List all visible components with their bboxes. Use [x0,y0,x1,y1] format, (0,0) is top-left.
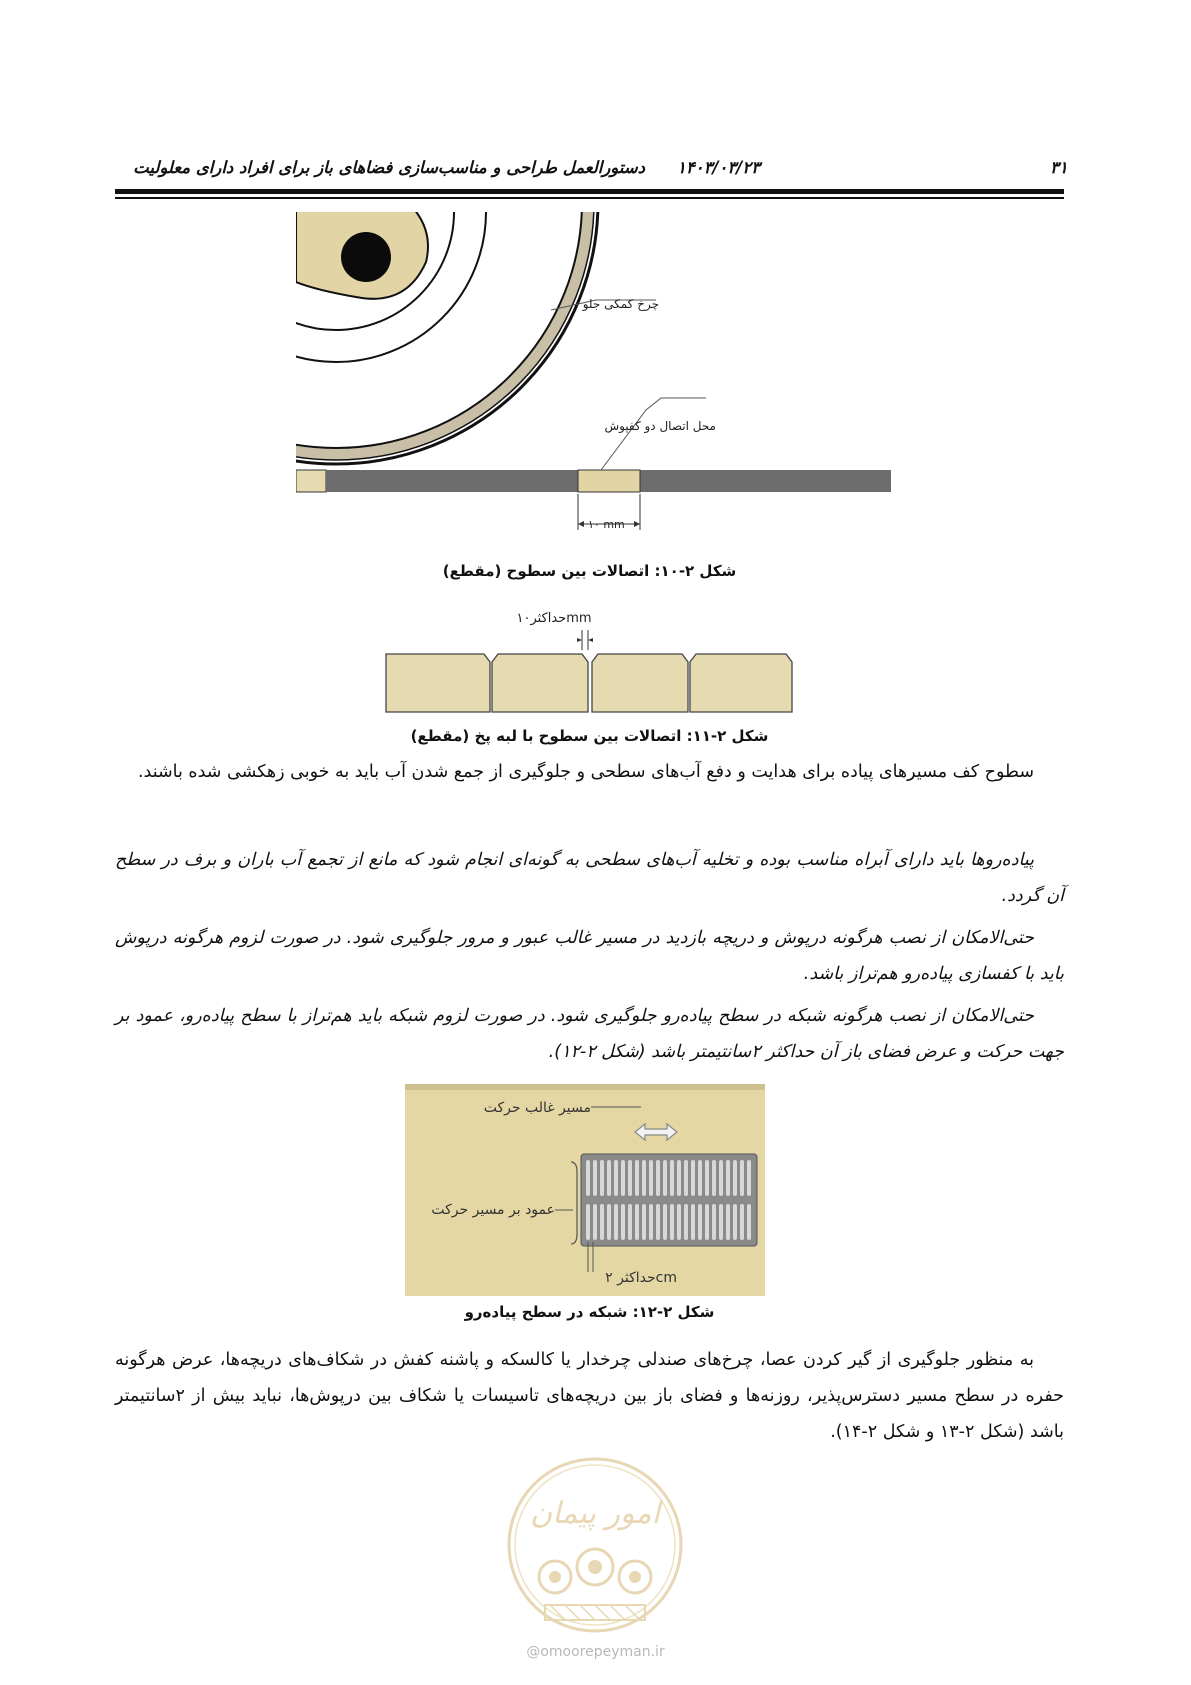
watermark-url: @omoorepeyman.ir [526,1644,665,1660]
paver-4 [690,654,792,712]
paragraph-openings: به منظور جلوگیری از گیر کردن عصا، چرخ‌های صندلی چرخدار یا کالسکه و پاشنه کفش در شکاف‌های دریچه‌ها، عرض هرگونه حفره در سطح مسیر دسترس‌پذیر، روزنه‌ها و فضای باز بین دریچه‌های تاسیسات یا شکاف بین درپوش‌ها، نباید بیش از ۲سانتیمتر باشد (شکل ۲-۱۳ و شکل ۲-۱۴). [115,1350,1064,1442]
figure-caption: شکل ۲-۱۲: شبکه در سطح پیاده‌رو [464,1303,715,1321]
label-max-10mm: حداکثر۱۰mm [516,611,592,626]
paragraph-grates: حتی‌الامکان از نصب هرگونه شبکه در سطح پیاده‌رو جلوگیری شود. در صورت لزوم شبکه باید هم‌تراز با سطح پیاده‌رو، عمود بر جهت حرکت و عرض فضای باز آن حداکثر ۲سانتیمتر باشد (شکل ۲-۱۲). [115,1006,1064,1062]
header-date: ۱۴۰۳/۰۳/۲۳ [677,158,760,177]
joint-insert [578,470,640,492]
paragraph-manhole-covers: حتی‌الامکان از نصب هرگونه درپوش و دریچه بازدید در مسیر غالب عبور و مرور جلوگیری شود. در صورت لزوم هرگونه درپوش باید با کفسازی پیاده‌رو هم‌تراز باشد. [115,928,1064,984]
figure-grate-in-sidewalk [405,1084,765,1296]
header-rule-thin [115,197,1064,199]
figure-caption: شکل ۲-۱۱: اتصالات بین سطوح با لبه پخ (مقطع) [410,727,769,745]
paver-1 [386,654,490,712]
leader-joint [601,398,706,470]
paragraph-sidewalk-drainage: پیاده‌روها باید دارای آبراه مناسب بوده و تخلیه آب‌های سطحی به گونه‌ای انجام شود که مانع از تجمع آب باران و برف در سطح آن گردد. [115,850,1064,906]
paver-3 [592,654,688,712]
grate [581,1154,757,1246]
axle-icon [341,232,391,282]
label-perpendicular: عمود بر مسیر حرکت [431,1202,555,1218]
paver-2 [492,654,588,712]
label-front-wheel: چرخ کمکی جلو [582,297,659,311]
header-rule [115,189,1064,194]
floor-tile-tan [296,470,326,492]
label-max-2cm: حداکثر ۲cm [605,1270,677,1286]
figure-caption: شکل ۲-۱۰: اتصالات بین سطوح (مقطع) [442,562,737,580]
dimension-label: ۱۰ mm [588,518,625,531]
header-title: دستورالعمل طراحی و مناسب‌سازی فضاهای باز برای افراد دارای معلولیت [133,158,645,177]
watermark-logo [505,1455,685,1635]
figure-surface-joint-section [296,212,896,542]
page-number: ۳۱ [1050,158,1068,177]
logo-text: امور پیمان [530,1496,660,1531]
label-main-path: مسیر غالب حرکت [483,1100,591,1116]
paragraph-drainage: سطوح کف مسیرهای پیاده برای هدایت و دفع آب‌های سطحی و جلوگیری از جمع شدن آب باید به خوبی زهکشی شده باشند. [137,762,1034,782]
label-joint-location: محل اتصال دو کفپوش [604,419,716,433]
figure-chamfered-joint-section [380,602,800,722]
